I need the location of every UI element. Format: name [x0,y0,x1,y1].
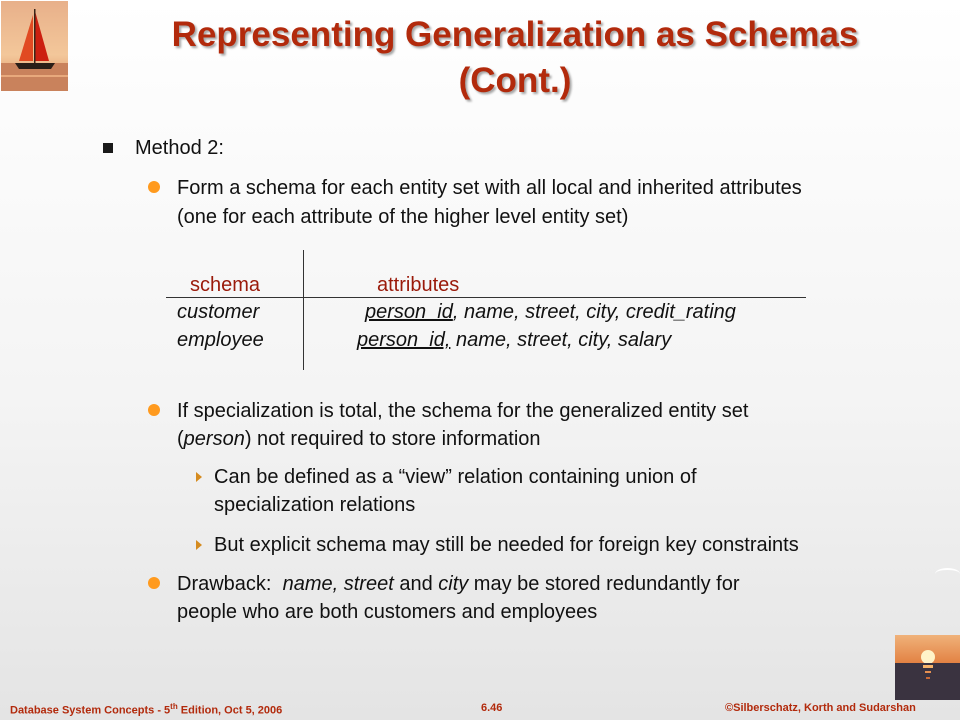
table-row-attributes [357,326,671,354]
bullet3-line1 [177,570,740,598]
slide-title [110,12,920,104]
bullet1-line2: (one for each attribute of the higher level entity set) [177,206,629,228]
sub-bullet2: But explicit schema may still be needed for foreign key constraints [214,534,799,556]
conjunction: and [393,573,439,595]
footer-book-info [10,702,282,717]
table-vertical-divider [303,250,304,370]
decorative-highlight [935,568,960,580]
arrow-bullet-icon [196,472,202,482]
attr-city: city [438,573,469,595]
primary-key-attribute: person_id [365,301,453,323]
table-row-attributes [365,298,736,326]
footer-left-sup: th [170,702,178,711]
drawback-label: Drawback: [177,573,283,595]
arrow-bullet-icon [196,540,202,550]
table-header-attributes: attributes [377,274,460,296]
footer-left-prefix: Database System Concepts - 5 [10,704,171,717]
bullet1-line1: Form a schema for each entity set with all local and inherited attributes [177,177,802,199]
bullet2-line2 [177,425,541,453]
footer-copyright: ©Silberschatz, Korth and Sudarshan [725,702,916,714]
bullet2-line2-rest: ) not required to store information [244,428,541,450]
sub-bullet1-line2: specialization relations [214,494,416,516]
orange-bullet-icon [148,181,160,193]
orange-bullet-icon [148,577,160,589]
bullet3-line1-rest: may be stored redundantly for [468,573,740,595]
attr-name-street: name, street [282,573,394,595]
title-line-1: Representing Generalization as Schemas [171,15,859,54]
orange-bullet-icon [148,404,160,416]
method-heading: Method 2: [135,137,224,159]
sunset-logo-image [895,635,960,700]
table-row-schema: employee [177,329,264,351]
other-attributes: , name, street, city, credit_rating [452,301,736,323]
bullet3-line2: people who are both customers and employees [177,601,598,623]
title-line-2: (Cont.) [458,61,572,100]
sub-bullet1-line1: Can be defined as a “view” relation containing union of [214,466,697,488]
table-header-schema: schema [190,274,261,296]
table-row-schema: customer [177,301,260,323]
square-bullet-icon [103,143,113,153]
bullet2-line1: If specialization is total, the schema for the generalized entity set [177,400,749,422]
footer-page-number: 6.46 [481,702,503,714]
other-attributes: name, street, city, salary [450,329,672,351]
entity-name-person: person [183,428,245,450]
sailboat-logo-image [1,1,68,91]
primary-key-attribute: person_id, [357,329,451,351]
footer-left-suffix: Edition, Oct 5, 2006 [177,704,283,717]
paren-open: ( [177,428,184,450]
